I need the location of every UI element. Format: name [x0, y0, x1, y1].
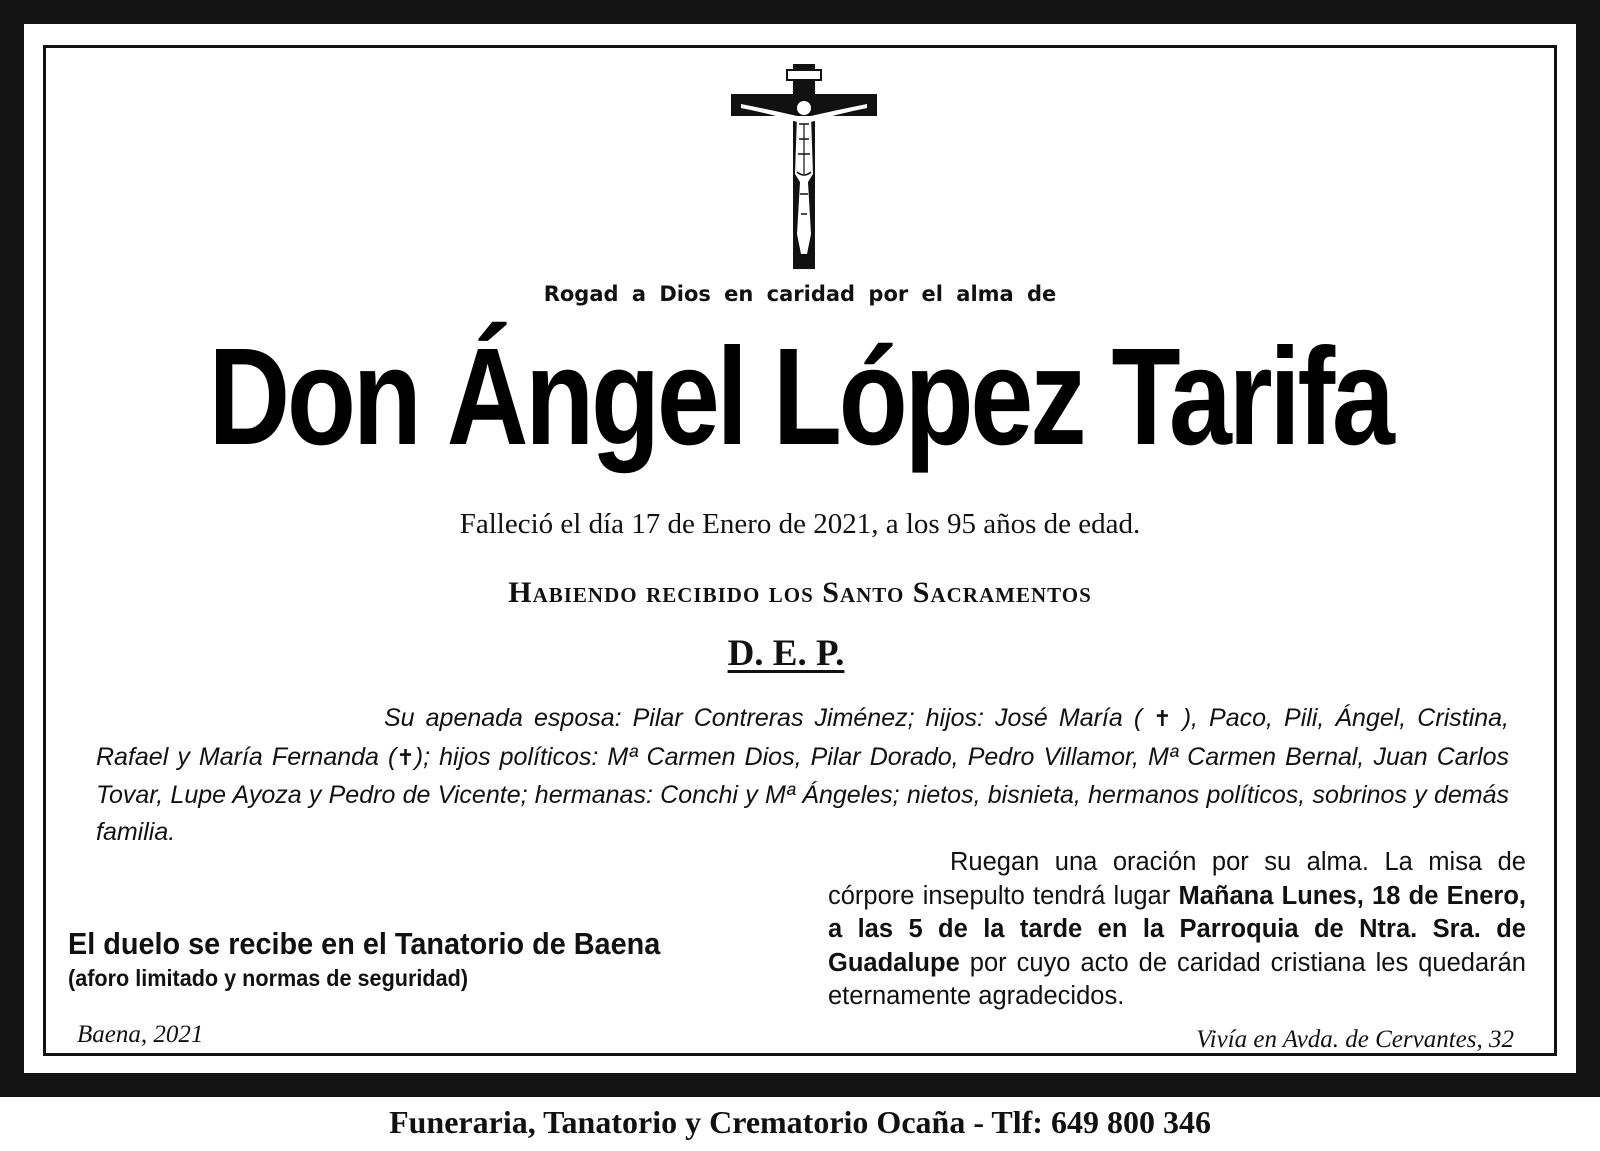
family-text-1: Su apenada esposa: Pilar Contreras Jiménez; hijos: José María ( [384, 704, 1154, 732]
place-year: Baena, 2021 [77, 1021, 204, 1048]
death-date-line: Falleció el día 17 de Enero de 2021, a los 95 años de edad. [459, 508, 1141, 540]
family-text-2: ), Paco, Pili, Ángel, Cristina, Rafael y María Fernanda ( [96, 704, 1509, 771]
mass-text-2: por cuyo acto de caridad cristiana les quedarán eternamente agradecidos. [828, 948, 1526, 1010]
cross-icon: ✝ [1153, 707, 1172, 732]
mass-text-1: Ruegan una oración por su alma. La misa de córpore insepulto tendrá lugar [828, 848, 1526, 910]
address-line: Vivía en Avda. de Cervantes, 32 [1196, 1026, 1514, 1053]
mass-paragraph [828, 846, 1526, 1014]
sacraments-line: Habiendo recibido los Santo Sacramentos [508, 576, 1092, 609]
deceased-name: Don Ángel López Tarifa [208, 320, 1392, 474]
funeral-home-footer: Funeraria, Tanatorio y Crematorio Ocaña - Tlf: 649 800 346 [389, 1104, 1211, 1140]
duel-note: (aforo limitado y normas de seguridad) [68, 965, 469, 991]
family-text-3: ); hijos políticos: Mª Carmen Dios, Pilar Dorado, Pedro Villamor, Mª Carmen Bernal, Juan Carlos Tovar, Lupe Ayoza y Pedro de Vicente; hermanas: Conchi y Mª Ángeles; nietos, bisnieta, hermanos políticos, sobrinos y demás familia. [96, 742, 1509, 846]
intro-line: Rogad a Dios en caridad por el alma de [543, 282, 1057, 306]
mass-details: Mañana Lunes, 18 de Enero, a las 5 de la tarde en la Parroquia de Ntra. Sra. de Guadalupe [828, 881, 1526, 977]
cross-icon: ✝ [396, 745, 415, 771]
dep-line: D. E. P. [727, 633, 845, 674]
crucifix-icon [731, 64, 877, 269]
duel-location: El duelo se recibe en el Tanatorio de Baena [68, 926, 661, 961]
family-paragraph [96, 700, 1509, 850]
